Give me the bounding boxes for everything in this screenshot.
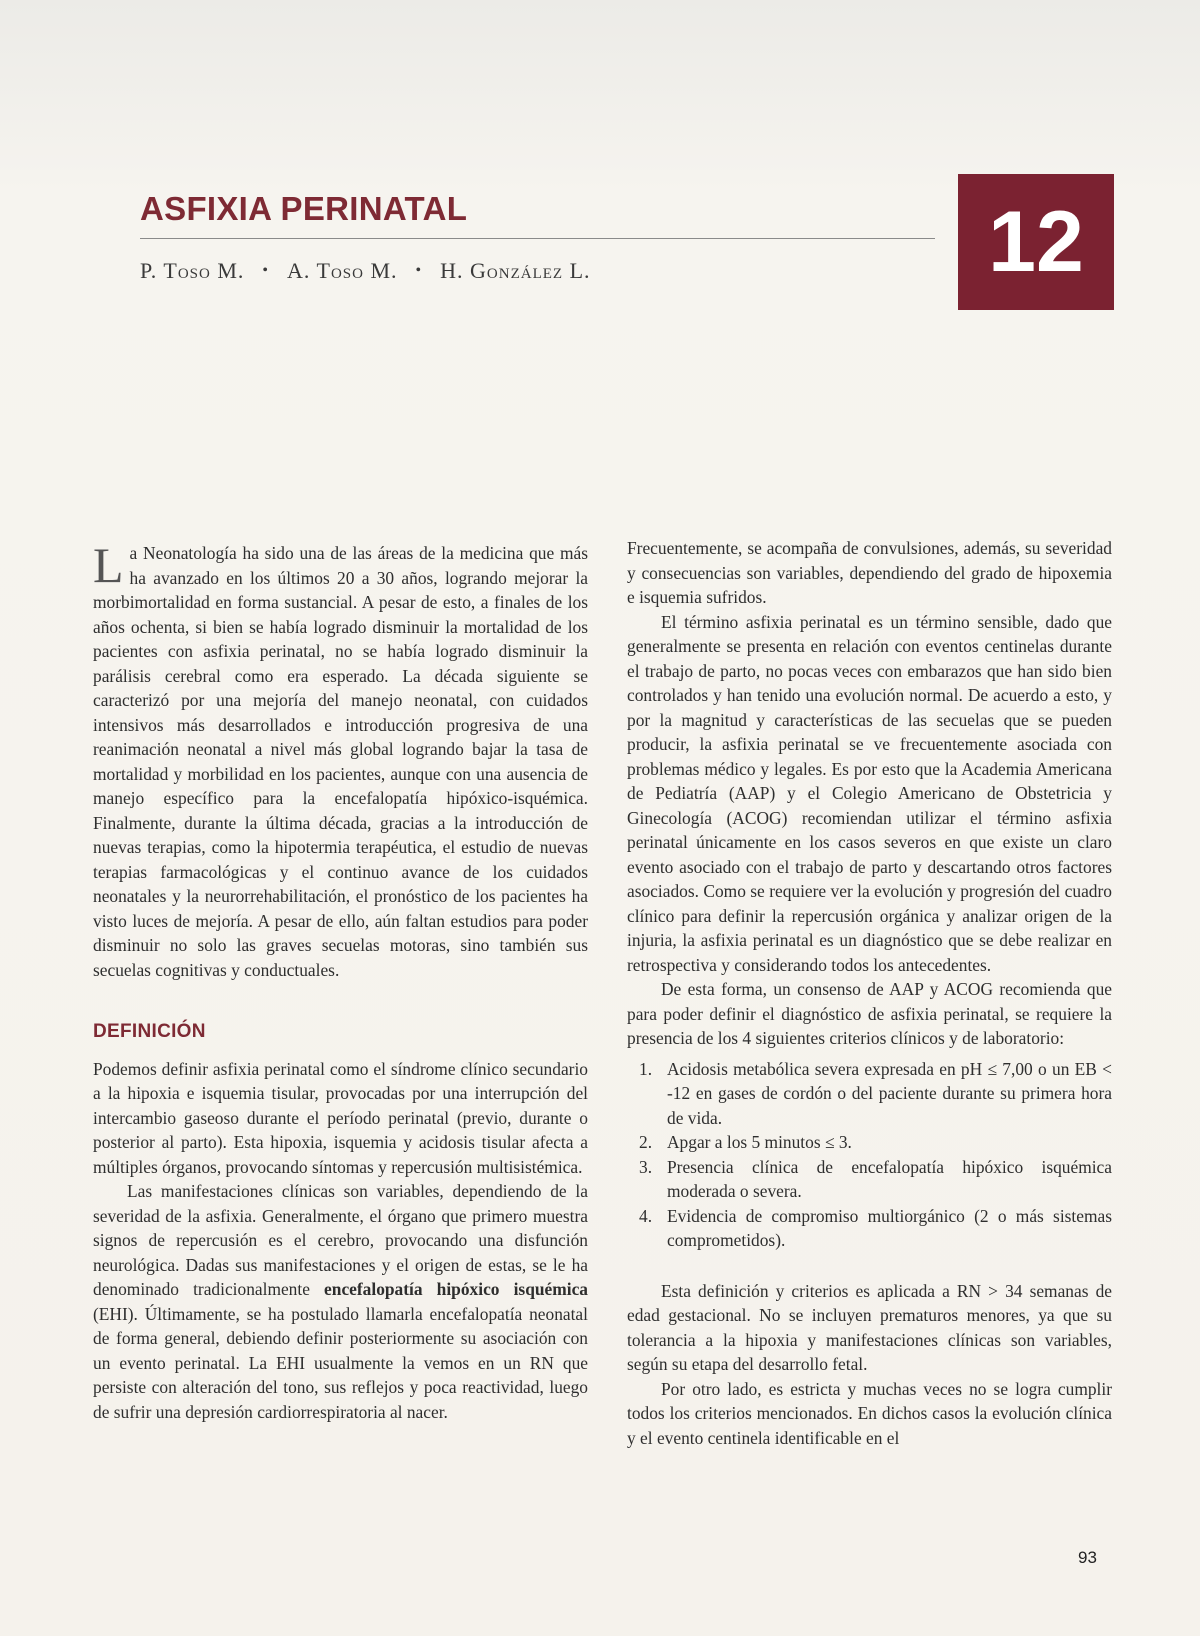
author-2: A. Toso M. (287, 258, 398, 283)
definition-p2-text-b: (EHI). Últimamente, se ha postulado llamarla encefalopatía neonatal de forma general, debiendo definir posteriormente su asociación con un evento perinatal. La EHI usualmente la vemos en un RN que persiste con alteración del tono, sus reflejos y poca reactividad, luego de sufrir una depresión cardiorrespiratoria al nacer. (93, 1303, 588, 1422)
chapter-number: 12 (988, 194, 1084, 290)
list-item (627, 1130, 1112, 1155)
page-number: 93 (1078, 1548, 1097, 1567)
authors-line (140, 258, 591, 284)
chapter-number-box (958, 174, 1114, 310)
right-paragraph-4: Esta definición y criterios es aplicada a RN > 34 semanas de edad gestacional. No se incluyen prematuros menores, ya que su tolerancia a la hipoxia y manifestaciones clínicas son variables, según su etapa del desarrollo fetal. (627, 1280, 1112, 1374)
list-item (627, 1204, 1112, 1253)
intro-paragraph (93, 537, 588, 982)
author-1: P. Toso M. (140, 258, 245, 283)
right-paragraph-2: El término asfixia perinatal es un término sensible, dado que generalmente se presenta en relación con eventos centinelas durante el trabajo de parto, no pocas veces con embarazos que han sido bien controlados y han tenido una evolución normal. De acuerdo a esto, y por la magnitud y características de las secuelas que se pueden producir, la asfixia perinatal se ve frecuentemente asociada con problemas médico y legales. Es por esto que la Academia Americana de Pediatría (AAP) y el Colegio Americano de Obstetricia y Ginecología (ACOG) recomiendan utilizar el término asfixia perinatal únicamente en los casos severos en que existe un claro evento asociado con el trabajo de parto y descartando otros factores asociados. Como se requiere ver la evolución y progresión del cuadro clínico para definir la repercusión orgánica y analizar origen de la injuria, la asfixia perinatal es un diagnóstico que se debe realizar en retrospectiva y considerando todos los antecedentes. (627, 611, 1112, 975)
criteria-list (627, 1057, 1112, 1253)
criteria-number: 2. (639, 1132, 653, 1152)
criteria-text: Acidosis metabólica severa expresada en pH ≤ 7,00 o un EB < -12 en gases de cordón o del paciente durante su primera hora de vida. (667, 1058, 1112, 1128)
right-column (627, 536, 1112, 1450)
definition-p2-bold-term: encefalopatía hipóxico isquémica (324, 1279, 588, 1299)
right-paragraph-1: Frecuentemente, se acompaña de convulsiones, además, su severidad y consecuencias son variables, dependiendo del grado de hipoxemia e isquemia sufridos. (627, 538, 1112, 607)
intro-text: a Neonatología ha sido una de las áreas de la medicina que más ha avanzado en los últimos 20 a 30 años, logrando mejorar la morbimortalidad en forma sustancial. A pesar de esto, a finales de los años ochenta, si bien se había logrado disminuir la mortalidad de los pacientes con asfixia perinatal, no se había logrado disminuir la parálisis cerebral como era esperado. La década siguiente se caracterizó por una mejoría del manejo neonatal, con cuidados intensivos más desarrollados e introducción progresiva de una reanimación neonatal a nivel más global logrando bajar la tasa de mortalidad y morbilidad en los pacientes, aunque con una ausencia de manejo específico para la encefalopatía hipóxico-isquémica. Finalmente, durante la última década, gracias a la introducción de nuevas terapias, como la hipotermia terapéutica, el estudio de nuevas terapias farmacológicas y el continuo avance de los cuidados neonatales y la neurorrehabilitación, el pronóstico de los pacientes ha visto luces de mejoría. A pesar de ello, aún faltan estudios para poder disminuir no solo las graves secuelas motoras, sino también sus secuelas cognitivas y conductuales. (93, 543, 588, 980)
list-item (627, 1057, 1112, 1131)
author-separator: • (262, 262, 270, 279)
right-paragraph-5: Por otro lado, es estricta y muchas veces no se logra cumplir todos los criterios mencionados. En dichos casos la evolución clínica y el evento centinela identificable en el (627, 1378, 1112, 1448)
section-heading-definicion: DEFINICIÓN (93, 1021, 206, 1042)
chapter-title: ASFIXIA PERINATAL (140, 190, 468, 227)
criteria-text: Apgar a los 5 minutos ≤ 3. (667, 1132, 852, 1152)
list-item (627, 1155, 1112, 1204)
definition-p2-text-a: Las manifestaciones clínicas son variables, dependiendo de la severidad de la asfixia. Generalmente, el órgano que primero muestra signos de repercusión es el cerebro, provocando una disfunción neurológica. Dadas sus manifestaciones y el origen de estas, se le ha denominado tradicionalmente (93, 1181, 588, 1299)
author-separator: • (415, 262, 423, 279)
criteria-number: 1. (639, 1058, 653, 1079)
criteria-text: Evidencia de compromiso multiorgánico (2 o más sistemas comprometidos). (667, 1205, 1112, 1250)
drop-cap: L (93, 537, 124, 593)
right-paragraph-3: De esta forma, un consenso de AAP y ACOG recomienda que para poder definir el diagnóstico de asfixia perinatal, se requiere la presencia de los 4 siguientes criterios clínicos y de laboratorio: (627, 979, 1112, 1048)
definition-paragraph-1: Podemos definir asfixia perinatal como el síndrome clínico secundario a la hipoxia e isquemia tisular, provocadas por una interrupción del intercambio gaseoso durante el período perinatal (previo, durante o posterior al parto). Esta hipoxia, isquemia y acidosis tisular afecta a múltiples órganos, provocando síntomas y repercusión multisistémica. (93, 1058, 588, 1177)
title-rule (140, 238, 935, 239)
criteria-number: 3. (639, 1156, 653, 1177)
criteria-number: 4. (639, 1205, 653, 1226)
list-spacer (627, 1253, 1112, 1279)
definition-paragraph-2 (93, 1179, 588, 1424)
criteria-text: Presencia clínica de encefalopatía hipóxico isquémica moderada o severa. (667, 1156, 1112, 1201)
author-3: H. González L. (440, 258, 591, 283)
left-column (93, 537, 588, 1424)
